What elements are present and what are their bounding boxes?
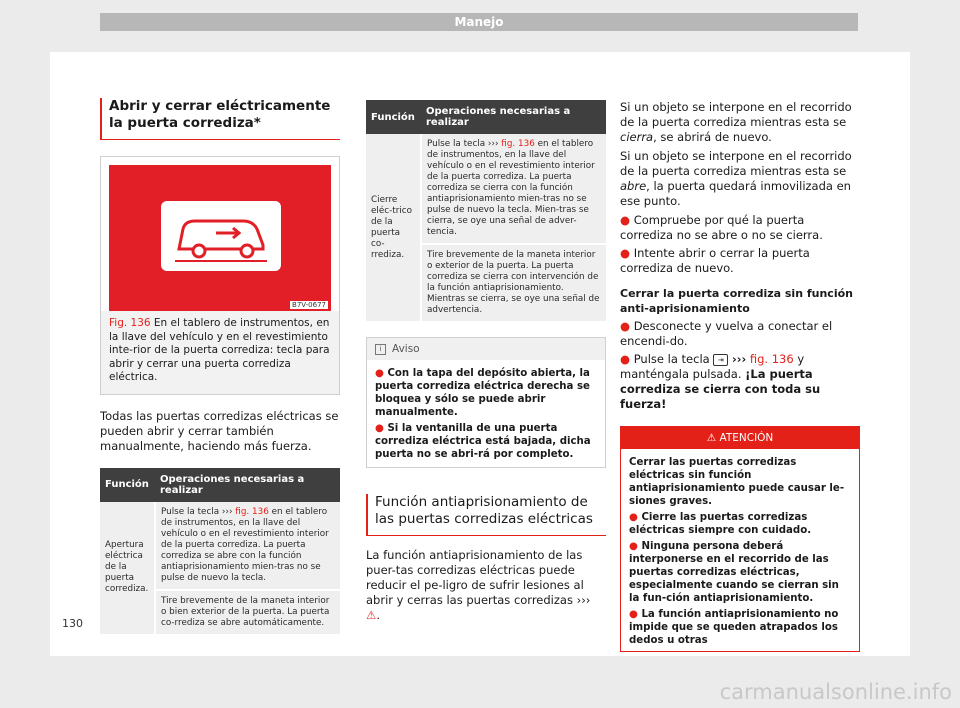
note-box	[366, 337, 606, 468]
subheading: Cerrar la puerta corrediza sin función anti-aprisionamiento	[620, 287, 853, 315]
note-item: ● Con la tapa del depósito abierta, la puerta corrediza eléctrica derecha se bloquea y sólo se puede abrir manualmente.	[375, 368, 590, 418]
intro-paragraph: Todas las puertas corredizas eléctricas se pueden abrir y cerrar también manualmente, haciendo más fuerza.	[100, 408, 339, 453]
column-3	[620, 100, 860, 652]
door-key-icon: ⇥	[713, 354, 728, 366]
section-title: Abrir y cerrar eléctricamente la puerta corrediza*	[100, 98, 340, 140]
operation-2: Tire brevemente de la maneta interior o exterior de la puerta. La puerta corrediza se cierra con intervención de la función antiaprisionamiento. Mientras se cierra, se oye una señal de advertencia.	[427, 250, 600, 315]
figure-code: B7V-0677	[292, 301, 326, 309]
col-header-function: Función	[100, 468, 155, 502]
running-header: Manejo	[100, 13, 858, 31]
col-header-ops: Operaciones necesarias a realizar	[421, 100, 606, 134]
bullet-2: ● Intente abrir o cerrar la puerta corrediza de nuevo.	[620, 246, 810, 275]
note-header	[367, 338, 605, 360]
bullet-3: ● Desconecte y vuelva a conectar el encendi-do.	[620, 319, 833, 348]
caption-text: En el tablero de instrumentos, en la llave del vehículo y en el revestimiento inte-rior de la puerta corrediza: tecla para abrir y cerrar una puerta corrediza eléctrica.	[109, 317, 330, 383]
fig-link[interactable]: fig. 136	[501, 139, 535, 149]
van-door-icon	[161, 201, 281, 271]
figure-136	[100, 156, 340, 395]
warning-item: ● Cierre las puertas corredizas eléctricas siempre con cuidado.	[629, 512, 812, 536]
fig-link[interactable]: fig. 136	[235, 506, 269, 517]
note-item: ● Si la ventanilla de una puerta corrediza eléctrica está bajada, dicha puerta no se abri-rá por completo.	[375, 423, 591, 460]
section-title: Función antiaprisionamiento de las puertas corredizas eléctricas	[366, 494, 606, 536]
figure-caption	[101, 311, 339, 394]
operation-2: Tire brevemente de la maneta interior o bien exterior de la puerta. La puerta co-rrediza se abre automáticamente.	[161, 595, 330, 628]
warning-header: ⚠ ATENCIÓN	[621, 427, 859, 449]
warning-body	[621, 449, 859, 651]
info-icon: i	[375, 344, 386, 355]
paragraph-1: Si un objeto se interpone en el recorrido de la puerta corrediza mientras esta se cierra, se abrirá de nuevo.	[620, 100, 852, 144]
paragraph: La función antiaprisionamiento de las puer-tas corredizas eléctricas puede reducir el pe-ligro de sufrir lesiones al abrir y cerras las puertas corredizas ››› ⚠.	[366, 548, 591, 622]
bullet-4: ● Pulse la tecla ⇥ ››› fig. 136 y manténgala pulsada. ¡La puerta corrediza se cierra con toda su fuerza!	[620, 352, 821, 411]
warning-box	[620, 426, 860, 652]
bullet-1: ● Compruebe por qué la puerta corrediza no se abre o no se cierra.	[620, 213, 823, 242]
paragraph-2: Si un objeto se interpone en el recorrido de la puerta corrediza mientras esta se abre, la puerta quedará inmovilizada en ese punto.	[620, 149, 852, 208]
col-header-function: Función	[366, 100, 421, 134]
operation-1: Pulse la tecla ››› fig. 136 en el tablero de instrumentos, en la llave del vehículo o en el revestimiento interior de la puerta corrediza. La puerta corrediza se abre con la función antiaprisionamiento mien-tras no se pulse de nuevo la tecla.	[155, 502, 340, 590]
function-name: Cierre eléc-trico de la puerta co-rrediza.	[366, 134, 421, 321]
warning-icon: ⚠	[366, 608, 377, 622]
col-header-ops: Operaciones necesarias a realizar	[155, 468, 340, 502]
page-number: 130	[62, 617, 83, 630]
function-table-open	[100, 468, 340, 634]
fig-link[interactable]: fig. 136	[749, 352, 794, 366]
function-name: Apertura eléctrica de la puerta corrediza.	[100, 502, 155, 634]
figure-image	[109, 165, 331, 311]
warning-item: ● La función antiaprisionamiento no impide que se queden atrapados los dedos u otras	[629, 609, 839, 646]
operation-1: Pulse la tecla ››› fig. 136 en el tablero de instrumentos, en la llave del vehículo o en el revestimiento interior de la puerta corrediza. La puerta corrediza se cierra con la función antiaprisionamiento mien-tras no se pulse de nuevo la tecla. Mien-tras se cierra, se oye una señal de adver-tencia.	[421, 134, 606, 244]
warning-icon: ⚠	[706, 432, 717, 444]
warning-intro: Cerrar las puertas corredizas eléctricas sin función antiaprisionamiento puede causar le-siones graves.	[629, 457, 845, 507]
function-table-close	[366, 100, 606, 321]
warning-item: ● Ninguna persona deberá interponerse en el recorrido de las puertas corredizas eléctricas, especialmente cuando se cierran sin la fun-ción antiaprisionamiento.	[629, 541, 839, 604]
column-1	[100, 98, 340, 634]
column-2	[366, 100, 606, 623]
note-body	[367, 360, 605, 467]
note-title: Aviso	[392, 343, 420, 355]
watermark: carmanualsonline.info	[719, 680, 952, 704]
figure-label: Fig. 136	[109, 317, 151, 329]
